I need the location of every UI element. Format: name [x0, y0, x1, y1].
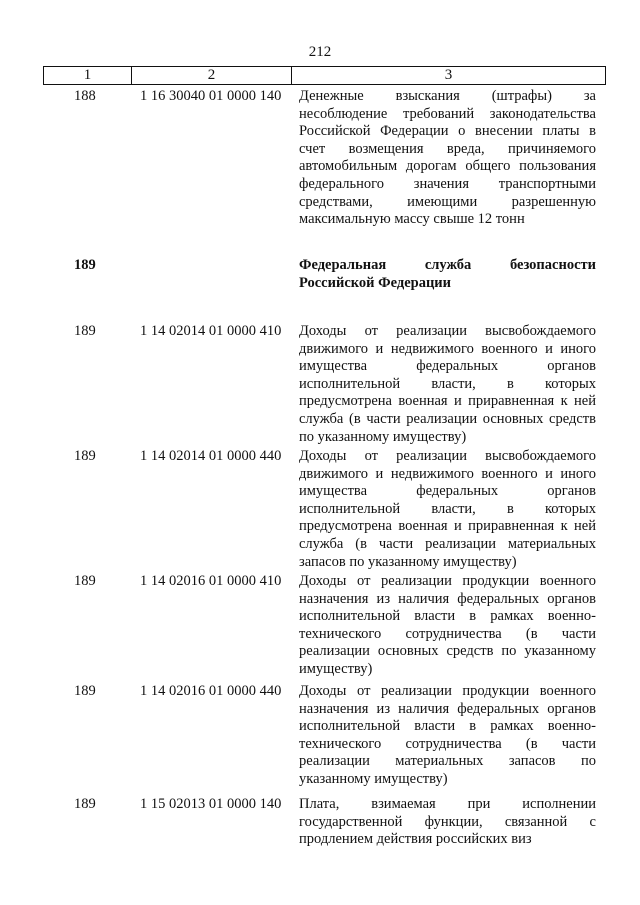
description-line: Доходы от реализации высвобождаемого	[299, 448, 596, 464]
description-line: Доходы от реализации высвобождаемого	[299, 323, 596, 339]
description-line: движимого и недвижимого военного и иного	[299, 340, 596, 357]
description-line: Денежные взыскания (штрафы) за	[299, 88, 596, 104]
description-line: Российской Федерации о внесении платы в	[299, 123, 596, 140]
row-admin-code: 189	[74, 257, 96, 273]
row-revenue-code: 1 14 02016 01 0000 410	[140, 573, 282, 589]
table-header	[43, 66, 606, 85]
description-line: запасов по указанному имуществу)	[299, 553, 517, 570]
header-col-3: 3	[444, 67, 453, 83]
row-description	[299, 683, 596, 789]
description-line: имущества федеральных органов	[299, 483, 596, 500]
row-admin-code: 189	[74, 573, 96, 589]
description-line: по указанному имуществу)	[299, 428, 467, 445]
row-revenue-code: 1 14 02016 01 0000 440	[140, 683, 282, 699]
description-line: имуществу)	[299, 660, 373, 677]
description-line: Доходы от реализации продукции военного	[299, 683, 596, 699]
description-line: технического сотрудничества (в части	[299, 625, 596, 642]
description-line: исполнительной власти в рамках военно-	[299, 718, 596, 735]
description-line: служба (в части реализации материальных	[299, 535, 596, 552]
description-line: движимого и недвижимого военного и иного	[299, 465, 596, 482]
row-admin-code: 188	[74, 88, 96, 104]
description-line: исполнительной власти, в которых	[299, 375, 596, 392]
description-line: государственной функции, связанной с	[299, 813, 596, 830]
description-line: реализации материальных запасов по	[299, 753, 596, 770]
description-line: Федеральная служба безопасности	[299, 257, 596, 273]
row-admin-code: 189	[74, 683, 96, 699]
header-col-1: 1	[44, 67, 132, 84]
description-line: технического сотрудничества (в части	[299, 735, 596, 752]
row-revenue-code: 1 14 02014 01 0000 410	[140, 323, 282, 339]
description-line: предусмотрена военная и приравненная к ней	[299, 518, 596, 535]
header-col-2: 2	[132, 67, 292, 84]
description-line: исполнительной власти, в которых	[299, 500, 596, 517]
description-line: назначения из наличия федеральных органов	[299, 700, 596, 717]
row-revenue-code: 1 16 30040 01 0000 140	[140, 88, 282, 104]
row-description	[299, 448, 596, 571]
description-line: счет возмещения вреда, причиняемого	[299, 140, 596, 157]
description-line: Доходы от реализации продукции военного	[299, 573, 596, 589]
row-admin-code: 189	[74, 448, 96, 464]
row-admin-code: 189	[74, 796, 96, 812]
description-line: автомобильным дорогам общего пользования	[299, 158, 596, 175]
row-description	[299, 573, 596, 679]
description-line: федерального значения транспортными	[299, 175, 596, 192]
description-line: несоблюдение требований законодательства	[299, 105, 596, 122]
description-line: Российской Федерации	[299, 274, 452, 291]
description-line: средствами, имеющими разрешенную	[299, 193, 596, 210]
description-line: предусмотрена военная и приравненная к ней	[299, 393, 596, 410]
row-description	[299, 88, 596, 229]
row-description	[299, 323, 596, 446]
row-revenue-code: 1 14 02014 01 0000 440	[140, 448, 282, 464]
description-line: максимальную массу свыше 12 тонн	[299, 211, 525, 228]
page-number: 212	[308, 44, 332, 60]
description-line: продлением действия российских виз	[299, 831, 532, 848]
row-description	[299, 257, 596, 292]
description-line: реализации основных средств по указанному	[299, 643, 596, 660]
description-line: исполнительной власти в рамках военно-	[299, 608, 596, 625]
description-line: имущества федеральных органов	[299, 358, 596, 375]
row-revenue-code: 1 15 02013 01 0000 140	[140, 796, 282, 812]
row-description	[299, 796, 596, 849]
description-line: назначения из наличия федеральных органов	[299, 590, 596, 607]
description-line: Плата, взимаемая при исполнении	[299, 796, 596, 812]
description-line: служба (в части реализации основных средств	[299, 410, 596, 427]
row-admin-code: 189	[74, 323, 96, 339]
description-line: указанному имуществу)	[299, 770, 448, 787]
